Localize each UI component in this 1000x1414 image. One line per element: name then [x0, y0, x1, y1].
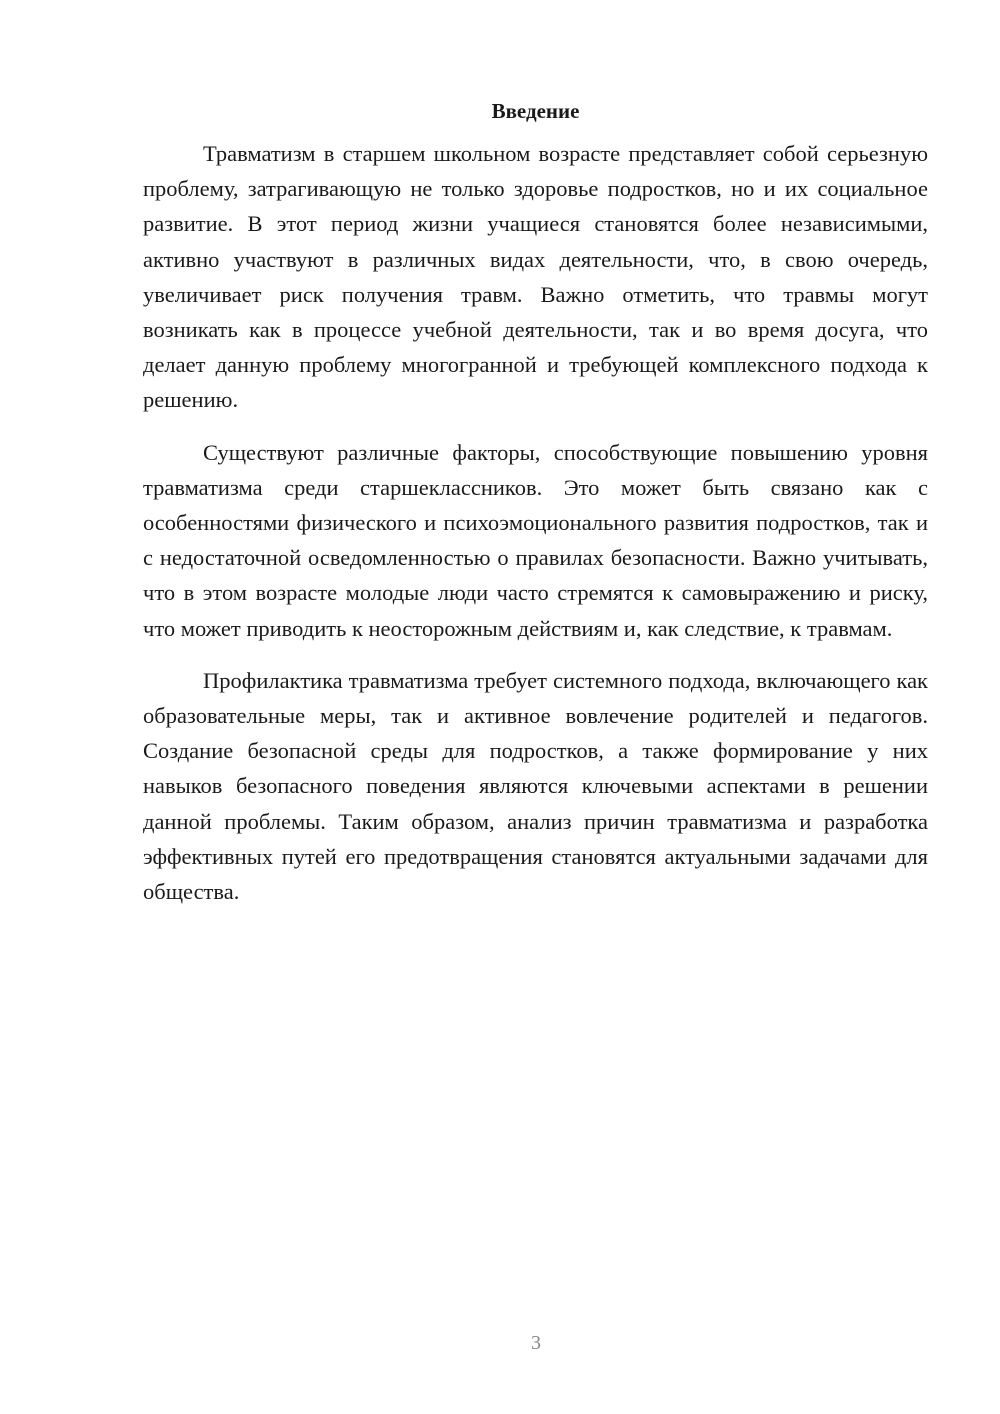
- section-heading: Введение: [491, 99, 580, 123]
- paragraph-1: Травматизм в старшем школьном возрасте представляет собой серьезную проблему, затрагивающую не только здоровье подростков, но и их социальное развитие. В этот период жизни учащиеся становятся более независимыми, активно участвуют в различных видах деятельности, что, в свою очередь, увеличивает риск получения травм. Важно отметить, что травмы могут возникать как в процессе учебной деятельности, так и во время досуга, что делает данную проблему многогранной и требующей комплексного подхода к решению.: [143, 141, 928, 413]
- page-content: [143, 96, 928, 926]
- paragraph-3: Профилактика травматизма требует системного подхода, включающего как образовательные меры, так и активное вовлечение родителей и педагогов. Создание безопасной среды для подростков, а также формирование у них навыков безопасного поведения являются ключевыми аспектами в решении данной проблемы. Таким образом, анализ причин травматизма и разработка эффективных путей его предотвращения становятся актуальными задачами для общества.: [143, 667, 928, 905]
- page-number: 3: [531, 1332, 541, 1354]
- paragraph-2: Существуют различные факторы, способствующие повышению уровня травматизма среди старшеклассников. Это может быть связано как с особенностями физического и психоэмоционального развития подростков, так и с недостаточной осведомленностью о правилах безопасности. Важно учитывать, что в этом возрасте молодые люди часто стремятся к самовыражению и риску, что может приводить к неосторожным действиям и, как следствие, к травмам.: [143, 439, 928, 641]
